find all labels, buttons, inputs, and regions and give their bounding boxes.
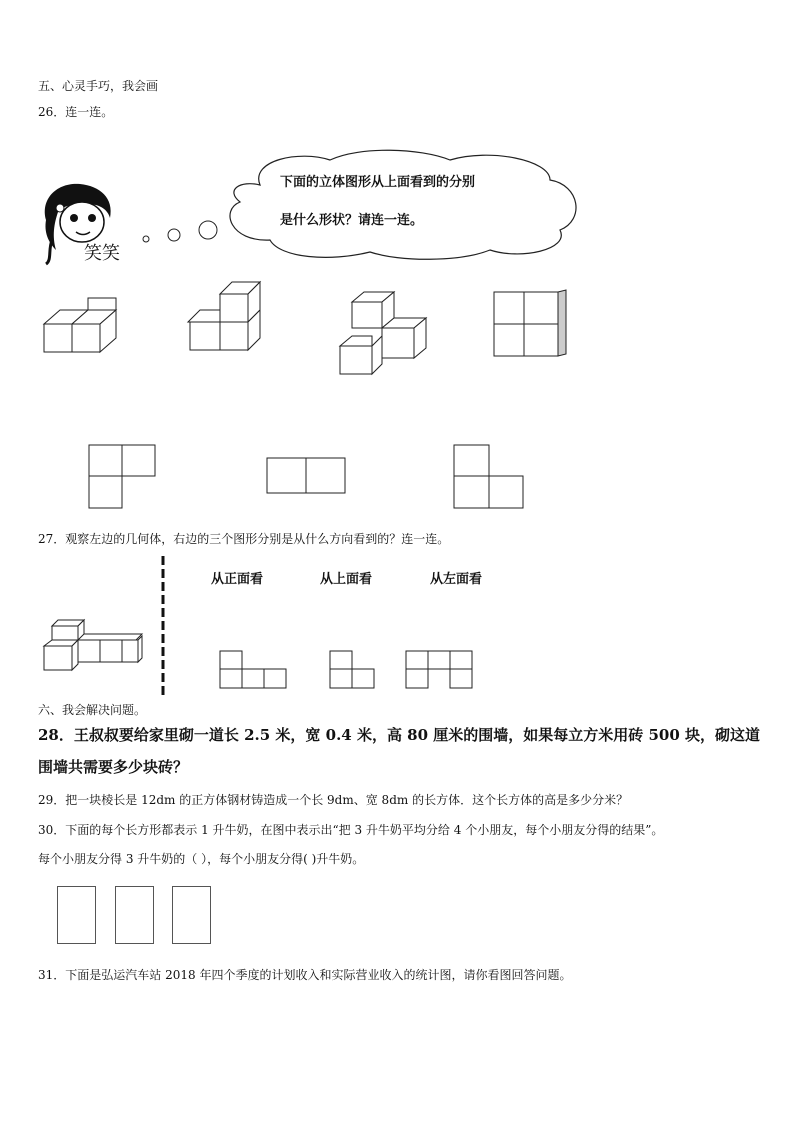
character-name: 笑笑	[84, 243, 120, 264]
view-label-top: 从上面看	[320, 572, 373, 587]
thought-bubble-cloud	[220, 150, 582, 260]
view-shape-2	[329, 650, 377, 690]
solid-figure-d	[492, 290, 568, 358]
view-label-front: 从正面看	[211, 572, 264, 587]
view-shape-1	[219, 650, 289, 690]
question-30-line2: 每个小朋友分得 3 升牛奶的（ ），每个小朋友分得( )升牛奶。	[38, 852, 365, 866]
q27-solid-figure	[42, 618, 142, 674]
bubble-text-line1: 下面的立体图形从上面看到的分别	[280, 175, 476, 190]
top-view-shape-3	[453, 444, 525, 510]
question-28-line2: 围墙共需要多少块砖？	[38, 758, 189, 776]
view-shape-3	[405, 650, 475, 690]
top-view-shape-2	[266, 457, 348, 495]
view-label-left: 从左面看	[430, 572, 483, 587]
question-29-text: 29．把一块棱长是 12dm 的正方体钢材铸造成一个长 9dm、宽 8dm 的长方体．这个长方体的高是多少分米？	[38, 793, 629, 807]
solid-figure-a	[44, 296, 124, 354]
question-28-line1: 28．王叔叔要给家里砌一道长 2.5 米，宽 0.4 米，高 80 厘米的围墙，如果每立方米用砖 500 块，砌这道	[38, 726, 761, 744]
top-view-shape-1	[88, 444, 158, 510]
question-26-label: 26．连一连。	[38, 105, 114, 119]
solid-figure-b	[188, 280, 263, 352]
question-27-text: 27．观察左边的几何体，右边的三个图形分别是从什么方向看到的？连一连。	[38, 532, 450, 546]
milk-rectangle	[115, 886, 154, 944]
question-30-line1: 30．下面的每个长方形都表示 1 升牛奶，在图中表示出“把 3 升牛奶平均分给 4 个小朋友，每个小朋友分得的结果”。	[38, 823, 664, 837]
section-title: 五、心灵手巧，我会画	[38, 79, 159, 93]
thought-bubble-dots	[140, 220, 220, 250]
solid-figure-c	[338, 290, 430, 374]
bubble-text-line2: 是什么形状？请连一连。	[280, 213, 424, 228]
dashed-divider	[160, 556, 166, 698]
milk-rectangle	[57, 886, 96, 944]
milk-rectangle	[172, 886, 211, 944]
section-title: 六、我会解决问题。	[38, 703, 147, 717]
question-31-text: 31．下面是弘运汽车站 2018 年四个季度的计划收入和实际营业收入的统计图，请你看图回答问题。	[38, 968, 572, 982]
